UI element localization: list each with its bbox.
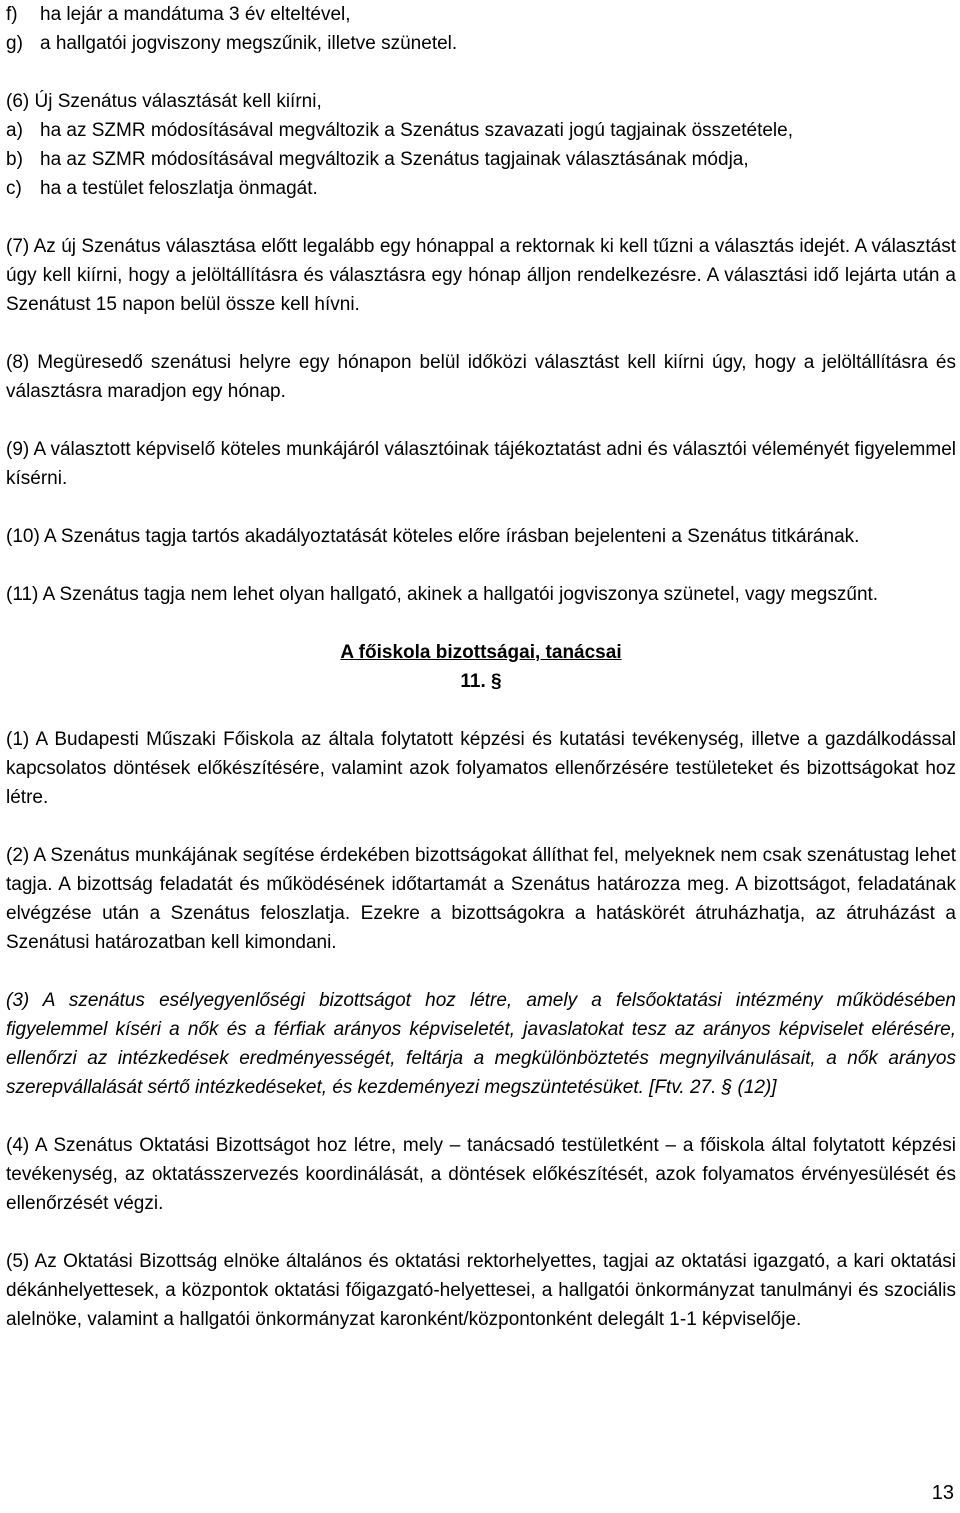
spacer	[6, 1102, 956, 1131]
paragraph-7: (7) Az új Szenátus választása előtt legalább egy hónappal a rektornak ki kell tűzni a választás idejét. A választást úgy kell kiírni, hogy a jelöltállításra és választásra egy hónap álljon rendelkezésre. A választási idő lejárta után a Szenátust 15 napon belül össze kell hívni.	[6, 236, 956, 315]
section-paragraph-4: (4) A Szenátus Oktatási Bizottságot hoz létre, mely – tanácsadó testületként – a főiskola által folytatott képzési tevékenység, az oktatásszervezés koordinálását, a döntések előkészítését, azok folyamatos érvényesülését és ellenőrzését végzi.	[6, 1135, 956, 1214]
spacer	[6, 609, 956, 638]
list-item	[6, 145, 956, 174]
page-number: 13	[931, 1482, 954, 1504]
spacer	[6, 696, 956, 725]
spacer	[6, 203, 956, 232]
paragraph-8: (8) Megüresedő szenátusi helyre egy hónapon belül időközi választást kell kiírni úgy, hogy a jelöltállításra és választásra maradjon egy hónap.	[6, 352, 956, 402]
list-label: a)	[6, 120, 23, 141]
list-item	[6, 29, 956, 58]
list-text: ha az SZMR módosításával megváltozik a Szenátus tagjainak választásának módja,	[40, 149, 749, 170]
paragraph-11: (11) A Szenátus tagja nem lehet olyan hallgató, akinek a hallgatói jogviszonya szünetel, vagy megszűnt.	[6, 584, 879, 605]
list-text: ha lejár a mandátuma 3 év elteltével,	[40, 4, 351, 25]
section-title: A főiskola bizottságai, tanácsai	[340, 642, 622, 663]
list-text: a hallgatói jogviszony megszűnik, illetve szünetel.	[40, 33, 458, 54]
spacer	[6, 551, 956, 580]
document-page	[6, 0, 956, 1334]
list-label: b)	[6, 149, 23, 170]
paragraph-6-intro: (6) Új Szenátus választását kell kiírni,	[6, 91, 322, 112]
section-paragraph-5: (5) Az Oktatási Bizottság elnöke általános és oktatási rektorhelyettes, tagjai az oktatási igazgató, a kari oktatási dékánhelyettesek, a központok oktatási főigazgató-helyettesei, a hallgatói önkormányzat tanulmányi és szociális alelnöke, valamint a hallgatói önkormányzat karonként/központonként delegált 1-1 képviselője.	[6, 1251, 956, 1330]
section-paragraph-2: (2) A Szenátus munkájának segítése érdekében bizottságokat állíthat fel, melyeknek nem csak szenátustag lehet tagja. A bizottság feladatát és működésének időtartamát a Szenátus határozza meg. A bizottságot, feladatának elvégzése után a Szenátus feloszlatja. Ezekre a bizottságokra a hatáskörét átruházhatja, az átruházást a Szenátusi határozatban kell kimondani.	[6, 845, 956, 953]
spacer	[6, 957, 956, 986]
list-item	[6, 174, 956, 203]
spacer	[6, 319, 956, 348]
spacer	[6, 58, 956, 87]
section-paragraph-1: (1) A Budapesti Műszaki Főiskola az általa folytatott képzési és kutatási tevékenység, illetve a gazdálkodással kapcsolatos döntések előkészítésére, valamint azok folyamatos ellenőrzésére testületeket és bizottságokat hoz létre.	[6, 729, 956, 808]
spacer	[6, 812, 956, 841]
paragraph-9: (9) A választott képviselő köteles munkájáról választóinak tájékoztatást adni és választói véleményét figyelemmel kísérni.	[6, 439, 956, 489]
list-text: ha az SZMR módosításával megváltozik a Szenátus szavazati jogú tagjainak összetétele,	[40, 120, 793, 141]
list-label: c)	[6, 178, 22, 199]
list-item	[6, 0, 956, 29]
list-label: g)	[6, 33, 23, 54]
section-paragraph-3: (3) A szenátus esélyegyenlőségi bizottságot hoz létre, amely a felsőoktatási intézmény működésében figyelemmel kíséri a nők és a férfiak arányos képviseletét, javaslatokat tesz az arányos képviselet elérésére, ellenőrzi az intézkedések eredményességét, feltárja a megkülönböztetés megnyilvánulásait, a nők arányos szerepvállalását sértő intézkedéseket, és kezdeményezi megszüntetésüket. [Ftv. 27. § (12)]	[6, 990, 956, 1098]
spacer	[6, 406, 956, 435]
section-number: 11. §	[460, 671, 502, 692]
spacer	[6, 1218, 956, 1247]
list-label: f)	[6, 4, 18, 25]
spacer	[6, 493, 956, 522]
paragraph-10: (10) A Szenátus tagja tartós akadályoztatását köteles előre írásban bejelenteni a Szenátus titkárának.	[6, 526, 860, 547]
list-text: ha a testület feloszlatja önmagát.	[40, 178, 318, 199]
list-item	[6, 116, 956, 145]
